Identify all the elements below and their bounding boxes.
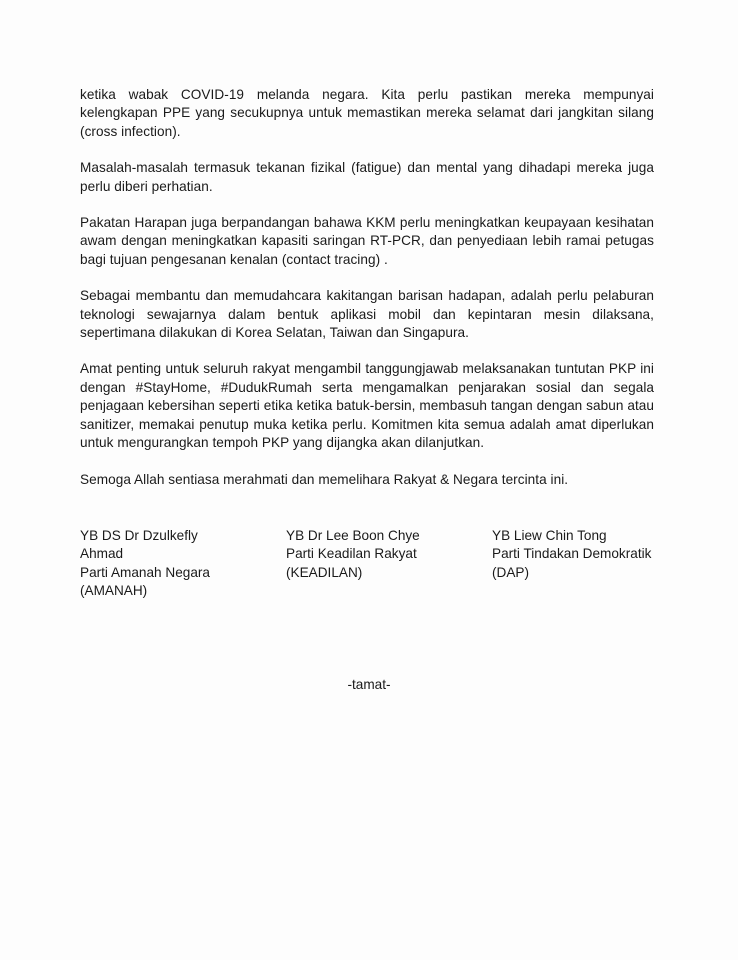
- signatories-block: [80, 527, 660, 607]
- signatory-party-abbr: (KEADILAN): [286, 564, 363, 580]
- signatory-party-abbr: (DAP): [492, 564, 530, 580]
- signatory-party: Parti Tindakan Demokratik: [492, 546, 652, 562]
- paragraph-fatigue: Masalah-masalah termasuk tekanan fizikal (fatigue) dan mental yang dihadapi mereka juga perlu diberi perhatian.: [80, 160, 654, 194]
- signatory-keadilan: [286, 527, 466, 582]
- statement-body: [80, 86, 654, 507]
- signatory-name: YB DS Dr Dzulkefly: [80, 528, 198, 543]
- signatory-amanah: [80, 527, 230, 601]
- signatory-party: Parti Keadilan Rakyat: [286, 546, 417, 562]
- signatory-name: YB Liew Chin Tong: [492, 528, 607, 543]
- signatory-party: Parti Amanah Negara: [80, 564, 210, 580]
- end-mark: -tamat-: [347, 677, 391, 692]
- paragraph-technology: Sebagai membantu dan memudahcara kakitangan barisan hadapan, adalah perlu pelaburan teknologi sewajarnya dalam bentuk aplikasi mobil dan kepintaran mesin dilaksana, sepertimana dilakukan di Korea Selatan, Taiwan dan Singapura.: [80, 288, 654, 341]
- signatory-name: YB Dr Lee Boon Chye: [286, 528, 420, 543]
- signatory-dap: [492, 527, 672, 582]
- signatory-name-cont: Ahmad: [80, 546, 124, 562]
- paragraph-rt-pcr: Pakatan Harapan juga berpandangan bahawa KKM perlu meningkatkan keupayaan kesihatan awam dengan meningkatkan kapasiti saringan RT-PCR, dan penyediaan lebih ramai petugas bagi tujuan pengesanan kenalan (contact tracing) .: [80, 215, 654, 267]
- paragraph-stay-home: Amat penting untuk seluruh rakyat mengambil tanggungjawab melaksanakan tuntutan PKP ini dengan #StayHome, #DudukRumah serta mengamalkan penjarakan sosial dan segala penjagaan kebersihan seperti etika ketika batuk-bersin, membasuh tangan dengan sabun atau sanitizer, memakai penutup muka ketika perlu. Komitmen kita semua adalah amat diperlukan untuk mengurangkan tempoh PKP yang dijangka akan dilanjutkan.: [80, 361, 654, 451]
- paragraph-closing-prayer: Semoga Allah sentiasa merahmati dan memelihara Rakyat & Negara tercinta ini.: [80, 471, 569, 487]
- signatory-party-abbr: (AMANAH): [80, 583, 148, 599]
- paragraph-ppe: ketika wabak COVID-19 melanda negara. Kita perlu pastikan mereka mempunyai kelengkapan PPE yang secukupnya untuk memastikan mereka selamat dari jangkitan silang (cross infection).: [80, 87, 654, 139]
